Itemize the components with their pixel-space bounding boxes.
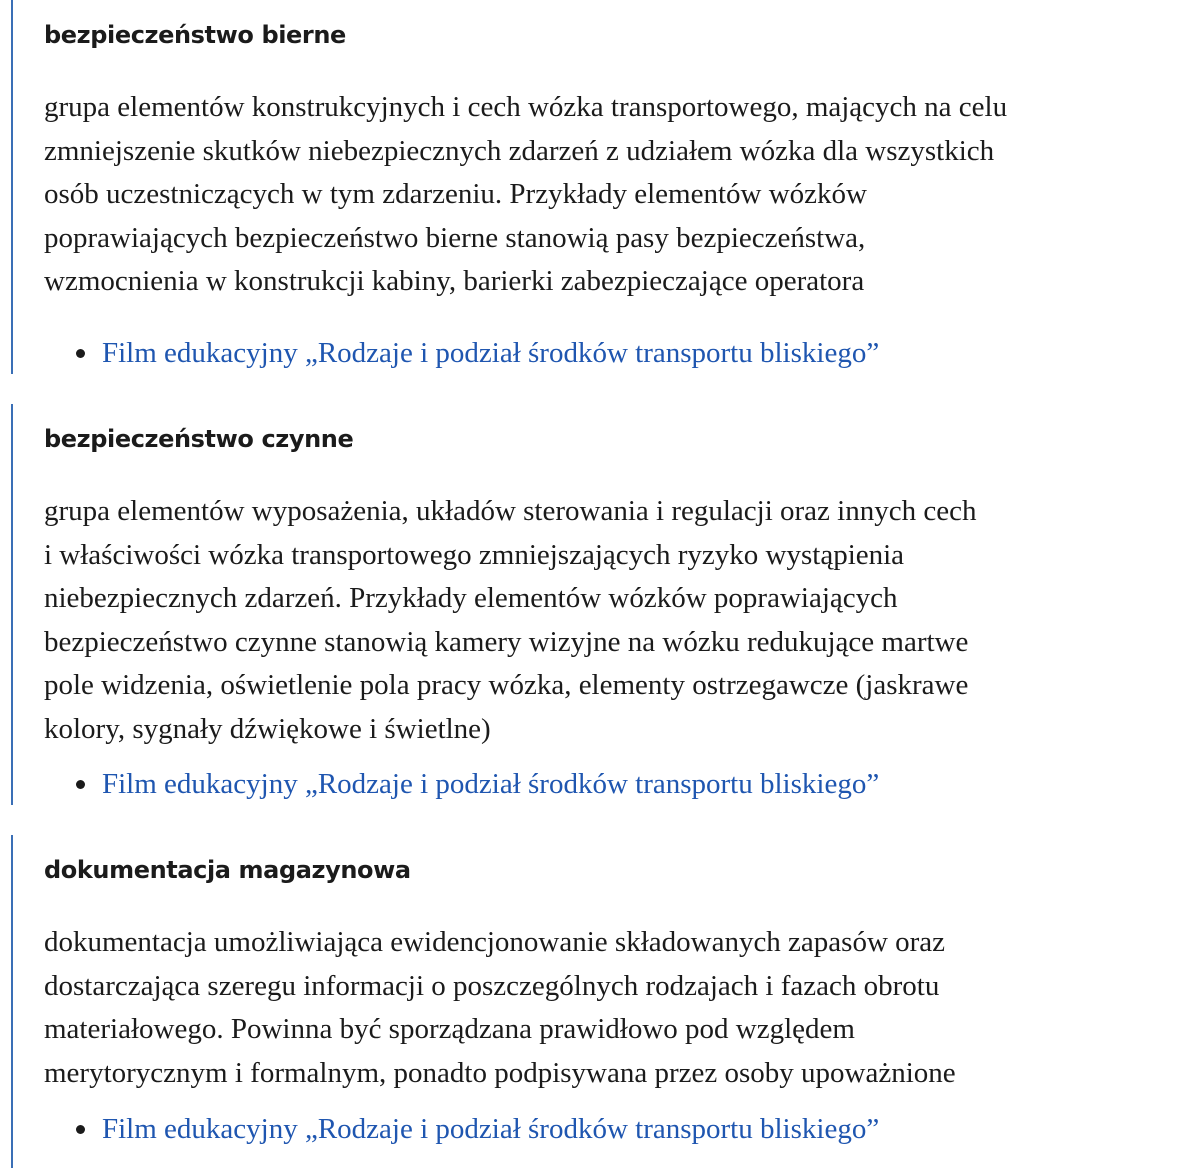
- related-links-list: [44, 1109, 879, 1149]
- definition-line: wzmocnienia w konstrukcji kabiny, barierki zabezpieczające operatora: [44, 265, 865, 297]
- glossary-term: dokumentacja magazynowa: [44, 856, 411, 884]
- glossary-definition: [44, 86, 1159, 304]
- glossary-entry: [11, 404, 1173, 805]
- definition-line: dostarczająca szeregu informacji o poszczególnych rodzajach i fazach obrotu: [44, 969, 940, 1002]
- definition-line: i właściwości wózka transportowego zmniejszających ryzyko wystąpienia: [44, 538, 905, 571]
- film-link[interactable]: Film edukacyjny „Rodzaje i podział środków transportu bliskiego”: [102, 768, 880, 800]
- bullet-icon: [76, 349, 85, 358]
- definition-line: grupa elementów wyposażenia, układów sterowania i regulacji oraz innych cech: [44, 495, 977, 527]
- glossary-entry: [11, 0, 1173, 374]
- related-links-list: [44, 333, 879, 373]
- definition-line: merytorycznym i formalnym, ponadto podpisywana przez osoby upoważnione: [44, 1056, 956, 1089]
- definition-line: bezpieczeństwo czynne stanowią kamery wizyjne na wózku redukujące martwe: [44, 625, 969, 658]
- related-link-item: [44, 764, 879, 804]
- glossary-definition: [44, 921, 1159, 1095]
- bullet-icon: [76, 780, 85, 789]
- definition-line: pole widzenia, oświetlenie pola pracy wózka, elementy ostrzegawcze (jaskrawe: [44, 669, 969, 701]
- definition-line: dokumentacja umożliwiająca ewidencjonowanie składowanych zapasów oraz: [44, 926, 946, 958]
- glossary-entry: [11, 835, 1173, 1168]
- definition-line: niebezpiecznych zdarzeń. Przykłady elementów wózków poprawiających: [44, 582, 898, 614]
- glossary-term: bezpieczeństwo bierne: [44, 21, 346, 49]
- glossary-term: bezpieczeństwo czynne: [44, 425, 354, 453]
- glossary-definition: [44, 490, 1159, 751]
- related-link-item: [44, 1109, 879, 1149]
- bullet-icon: [76, 1125, 85, 1134]
- definition-line: grupa elementów konstrukcyjnych i cech wózka transportowego, mających na celu: [44, 91, 1008, 123]
- definition-line: zmniejszenie skutków niebezpiecznych zdarzeń z udziałem wózka dla wszystkich: [44, 134, 995, 167]
- film-link[interactable]: Film edukacyjny „Rodzaje i podział środków transportu bliskiego”: [102, 337, 880, 369]
- related-links-list: [44, 764, 879, 804]
- definition-line: poprawiających bezpieczeństwo bierne stanowią pasy bezpieczeństwa,: [44, 221, 866, 254]
- definition-line: kolory, sygnały dźwiękowe i świetlne): [44, 712, 491, 745]
- film-link[interactable]: Film edukacyjny „Rodzaje i podział środków transportu bliskiego”: [102, 1113, 880, 1145]
- related-link-item: [44, 333, 879, 373]
- definition-line: materiałowego. Powinna być sporządzana prawidłowo pod względem: [44, 1013, 855, 1045]
- definition-line: osób uczestniczących w tym zdarzeniu. Przykłady elementów wózków: [44, 178, 867, 210]
